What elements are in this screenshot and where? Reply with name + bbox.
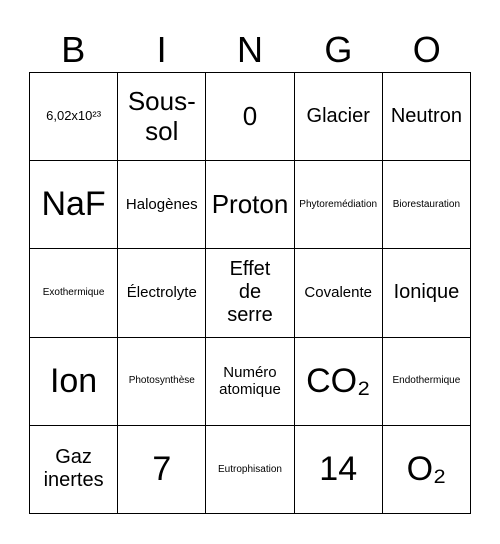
cell-text: Neutron bbox=[390, 105, 462, 128]
bingo-cell[interactable] bbox=[118, 426, 206, 514]
cell-text: Gaz inertes bbox=[43, 446, 104, 492]
cell-text: Phytoremédiation bbox=[299, 199, 378, 211]
cell-text: Ionique bbox=[393, 281, 460, 304]
cell-text: Eutrophisation bbox=[218, 463, 282, 475]
cell-text: Ion bbox=[49, 361, 98, 400]
cell-text: Glacier bbox=[306, 105, 370, 128]
bingo-cell[interactable] bbox=[118, 161, 206, 249]
cell-text: Sous-sol bbox=[127, 85, 196, 146]
bingo-cell[interactable] bbox=[295, 338, 383, 426]
header-letter-o: O bbox=[412, 29, 441, 70]
header-letter-i: I bbox=[156, 29, 167, 70]
cell-text: 0 bbox=[242, 100, 258, 131]
bingo-cell[interactable] bbox=[206, 426, 294, 514]
cell-text: Électrolyte bbox=[126, 284, 197, 302]
bingo-cell[interactable] bbox=[118, 73, 206, 161]
cell-text: Exothermique bbox=[42, 287, 105, 299]
cell-text: Effet de serre bbox=[227, 258, 273, 327]
bingo-cell[interactable] bbox=[295, 249, 383, 337]
bingo-cell[interactable] bbox=[30, 249, 118, 337]
bingo-cell[interactable] bbox=[118, 249, 206, 337]
bingo-grid bbox=[29, 72, 471, 514]
cell-text: CO₂ bbox=[306, 361, 371, 400]
bingo-cell[interactable] bbox=[383, 249, 471, 337]
cell-text: 7 bbox=[152, 449, 172, 488]
bingo-cell[interactable] bbox=[30, 161, 118, 249]
cell-text: 14 bbox=[319, 449, 358, 488]
bingo-cell[interactable] bbox=[118, 338, 206, 426]
bingo-cell[interactable] bbox=[30, 338, 118, 426]
cell-text: Covalente bbox=[304, 284, 372, 302]
header-letter-b: B bbox=[61, 29, 86, 70]
bingo-cell[interactable] bbox=[206, 249, 294, 337]
bingo-header bbox=[29, 28, 471, 72]
cell-text: Endothermique bbox=[392, 375, 461, 387]
bingo-cell[interactable] bbox=[206, 161, 294, 249]
bingo-cell[interactable] bbox=[383, 73, 471, 161]
cell-text: Numéro atomique bbox=[219, 363, 281, 399]
bingo-cell[interactable] bbox=[295, 73, 383, 161]
bingo-cell[interactable] bbox=[206, 338, 294, 426]
cell-text: NaF bbox=[41, 185, 106, 224]
cell-text: 6,02x10²³ bbox=[46, 108, 102, 124]
cell-text: Photosynthèse bbox=[128, 375, 195, 387]
header-letter-g: G bbox=[324, 29, 353, 70]
cell-text: Biorestauration bbox=[392, 199, 461, 211]
cell-text: Proton bbox=[211, 188, 289, 219]
bingo-cell[interactable] bbox=[383, 161, 471, 249]
bingo-cell[interactable] bbox=[30, 426, 118, 514]
bingo-cell[interactable] bbox=[383, 338, 471, 426]
bingo-cell[interactable] bbox=[383, 426, 471, 514]
bingo-cell[interactable] bbox=[30, 73, 118, 161]
bingo-cell[interactable] bbox=[206, 73, 294, 161]
cell-text: O₂ bbox=[406, 449, 447, 488]
header-letter-n: N bbox=[236, 29, 263, 70]
cell-text: Halogènes bbox=[125, 196, 198, 214]
bingo-cell[interactable] bbox=[295, 161, 383, 249]
bingo-cell[interactable] bbox=[295, 426, 383, 514]
